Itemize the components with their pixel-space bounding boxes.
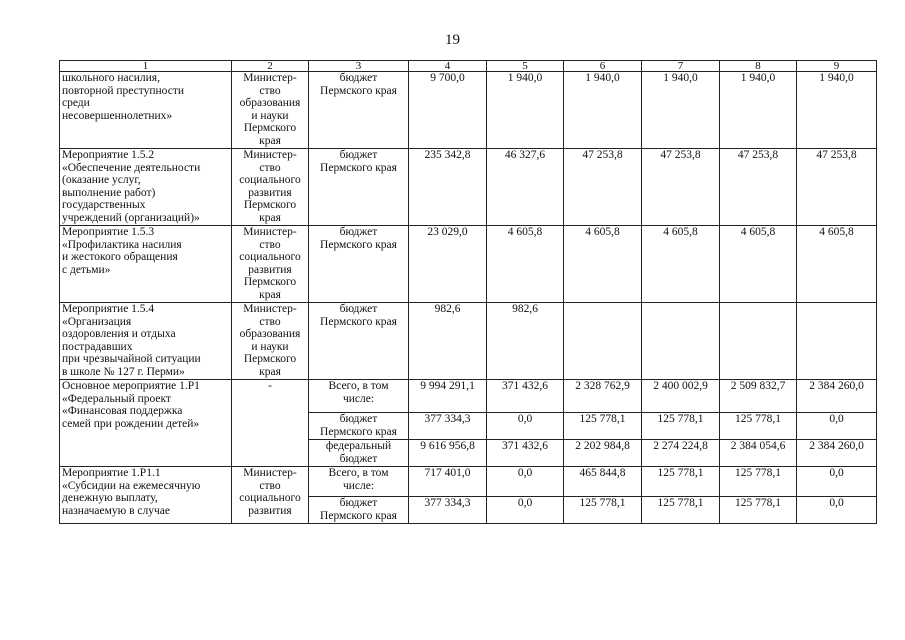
amount-year: 0,0 bbox=[797, 497, 877, 524]
amount-year: 4 605,8 bbox=[564, 226, 642, 303]
amount-year: 125 778,1 bbox=[720, 497, 797, 524]
table-row bbox=[60, 467, 877, 497]
activity-name: Мероприятие 1.5.4 «Организация оздоровления и отдыха пострадавших при чрезвычайной ситуации в школе № 127 г. Перми» bbox=[60, 303, 232, 380]
amount-year: 47 253,8 bbox=[642, 149, 720, 226]
column-header: 8 bbox=[720, 61, 797, 72]
amount-year: 0,0 bbox=[487, 413, 564, 440]
amount-total: 9 700,0 bbox=[409, 72, 487, 149]
activity-name: Мероприятие 1.5.2 «Обеспечение деятельности (оказание услуг, выполнение работ) государственных учреждений (организаций)» bbox=[60, 149, 232, 226]
amount-total: 9 616 956,8 bbox=[409, 440, 487, 467]
amount-year: 1 940,0 bbox=[797, 72, 877, 149]
column-header: 2 bbox=[232, 61, 309, 72]
amount-year: 2 384 260,0 bbox=[797, 380, 877, 413]
executor-cell: Министер- ство социального развития Пермского края bbox=[232, 149, 309, 226]
funding-source: бюджет Пермского края bbox=[309, 497, 409, 524]
activity-name: Основное мероприятие 1.Р1 «Федеральный проект «Финансовая поддержка семей при рождении детей» bbox=[60, 380, 232, 467]
amount-year: 125 778,1 bbox=[564, 497, 642, 524]
amount-year: 982,6 bbox=[487, 303, 564, 380]
executor-cell: Министер- ство образования и науки Пермского края bbox=[232, 303, 309, 380]
table-row bbox=[60, 72, 877, 149]
amount-year: 0,0 bbox=[487, 467, 564, 497]
amount-total: 377 334,3 bbox=[409, 413, 487, 440]
amount-year: 47 253,8 bbox=[720, 149, 797, 226]
table-row bbox=[60, 380, 877, 413]
funding-source: бюджет Пермского края bbox=[309, 303, 409, 380]
activity-name: Мероприятие 1.5.3 «Профилактика насилия и жестокого обращения с детьми» bbox=[60, 226, 232, 303]
funding-source: бюджет Пермского края bbox=[309, 72, 409, 149]
amount-year: 2 202 984,8 bbox=[564, 440, 642, 467]
amount-year: 2 400 002,9 bbox=[642, 380, 720, 413]
executor-cell: Министер- ство социального развития Пермского края bbox=[232, 226, 309, 303]
amount-year: 371 432,6 bbox=[487, 440, 564, 467]
column-header: 9 bbox=[797, 61, 877, 72]
amount-year: 125 778,1 bbox=[720, 467, 797, 497]
amount-year: 125 778,1 bbox=[642, 413, 720, 440]
executor-cell: Министер- ство образования и науки Пермского края bbox=[232, 72, 309, 149]
table-row bbox=[60, 149, 877, 226]
funding-source: федеральный бюджет bbox=[309, 440, 409, 467]
amount-year: 46 327,6 bbox=[487, 149, 564, 226]
amount-year: 2 274 224,8 bbox=[642, 440, 720, 467]
amount-year: 125 778,1 bbox=[564, 413, 642, 440]
funding-source: Всего, в том числе: bbox=[309, 380, 409, 413]
amount-year: 2 384 054,6 bbox=[720, 440, 797, 467]
amount-year bbox=[720, 303, 797, 380]
amount-year: 1 940,0 bbox=[564, 72, 642, 149]
amount-year: 1 940,0 bbox=[720, 72, 797, 149]
amount-total: 717 401,0 bbox=[409, 467, 487, 497]
amount-year: 47 253,8 bbox=[797, 149, 877, 226]
amount-year: 125 778,1 bbox=[642, 467, 720, 497]
funding-source: бюджет Пермского края bbox=[309, 413, 409, 440]
amount-year: 4 605,8 bbox=[487, 226, 564, 303]
amount-year: 4 605,8 bbox=[642, 226, 720, 303]
amount-year: 2 328 762,9 bbox=[564, 380, 642, 413]
funding-source: бюджет Пермского края bbox=[309, 226, 409, 303]
amount-year: 2 509 832,7 bbox=[720, 380, 797, 413]
amount-year: 0,0 bbox=[797, 467, 877, 497]
executor-cell: - bbox=[232, 380, 309, 467]
amount-year: 4 605,8 bbox=[797, 226, 877, 303]
amount-year: 1 940,0 bbox=[487, 72, 564, 149]
amount-year: 47 253,8 bbox=[564, 149, 642, 226]
amount-total: 9 994 291,1 bbox=[409, 380, 487, 413]
column-number-row bbox=[60, 61, 877, 72]
column-header: 3 bbox=[309, 61, 409, 72]
funding-source: бюджет Пермского края bbox=[309, 149, 409, 226]
amount-year: 125 778,1 bbox=[642, 497, 720, 524]
table-row bbox=[60, 226, 877, 303]
amount-year: 0,0 bbox=[797, 413, 877, 440]
executor-cell: Министер- ство социального развития bbox=[232, 467, 309, 524]
amount-year: 371 432,6 bbox=[487, 380, 564, 413]
amount-year: 4 605,8 bbox=[720, 226, 797, 303]
column-header: 4 bbox=[409, 61, 487, 72]
amount-total: 23 029,0 bbox=[409, 226, 487, 303]
amount-year: 2 384 260,0 bbox=[797, 440, 877, 467]
column-header: 6 bbox=[564, 61, 642, 72]
amount-total: 377 334,3 bbox=[409, 497, 487, 524]
column-header: 5 bbox=[487, 61, 564, 72]
amount-total: 982,6 bbox=[409, 303, 487, 380]
amount-total: 235 342,8 bbox=[409, 149, 487, 226]
amount-year bbox=[642, 303, 720, 380]
amount-year bbox=[564, 303, 642, 380]
page-number: 19 bbox=[445, 32, 460, 48]
table-row bbox=[60, 303, 877, 380]
column-header: 7 bbox=[642, 61, 720, 72]
amount-year: 1 940,0 bbox=[642, 72, 720, 149]
column-header: 1 bbox=[60, 61, 232, 72]
activity-name: Мероприятие 1.Р1.1 «Субсидии на ежемесячную денежную выплату, назначаемую в случае bbox=[60, 467, 232, 524]
amount-year: 465 844,8 bbox=[564, 467, 642, 497]
amount-year bbox=[797, 303, 877, 380]
funding-source: Всего, в том числе: bbox=[309, 467, 409, 497]
budget-table bbox=[59, 60, 877, 524]
activity-name: школьного насилия, повторной преступности среди несовершеннолетних» bbox=[60, 72, 232, 149]
amount-year: 0,0 bbox=[487, 497, 564, 524]
amount-year: 125 778,1 bbox=[720, 413, 797, 440]
